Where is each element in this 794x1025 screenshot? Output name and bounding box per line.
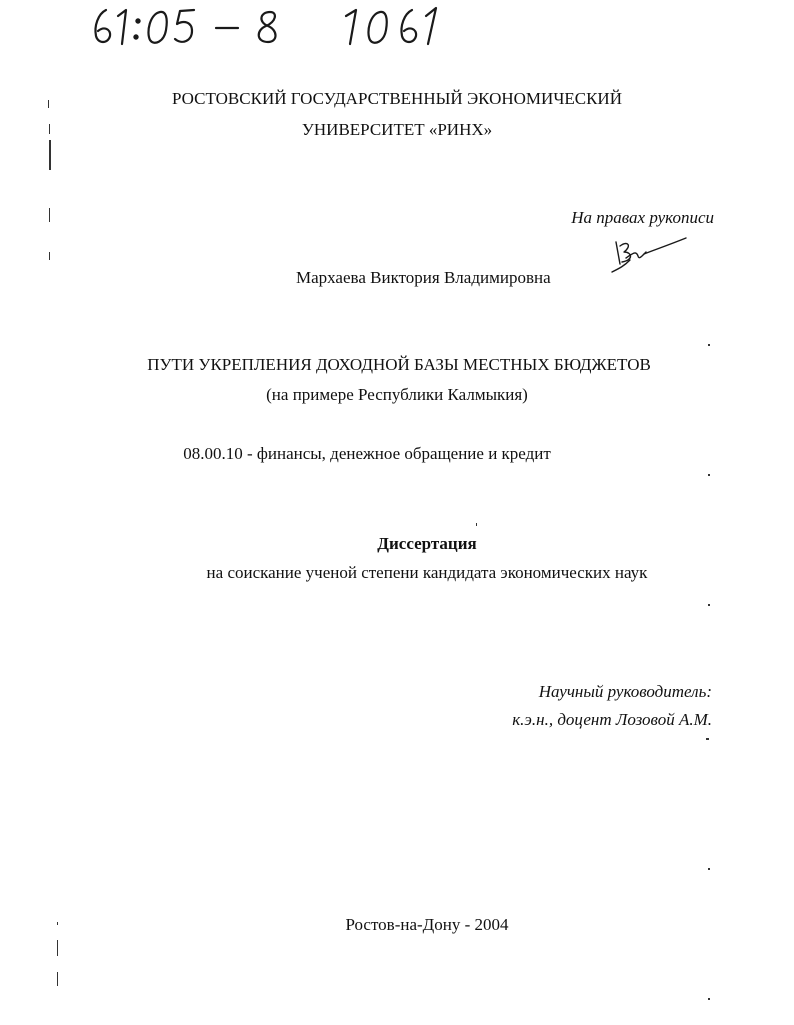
- scan-mark: [706, 738, 709, 740]
- manuscript-rights-note: На правах рукописи: [571, 208, 714, 227]
- author-name: Мархаева Виктория Владимировна: [296, 268, 551, 287]
- work-type-label: Диссертация: [377, 534, 477, 553]
- scan-mark: [476, 523, 477, 526]
- institution-line-2: УНИВЕРСИТЕТ «РИНХ»: [301, 120, 493, 139]
- scan-mark: [57, 972, 58, 986]
- scan-mark: [708, 474, 710, 476]
- author-signature: [606, 232, 696, 276]
- scan-mark: [708, 998, 710, 1000]
- scan-mark: [708, 868, 710, 870]
- scan-mark: [49, 140, 51, 170]
- supervisor-label: Научный руководитель:: [538, 682, 712, 701]
- scan-mark: [49, 124, 50, 134]
- scan-mark: [708, 604, 710, 606]
- scan-mark: [708, 344, 710, 346]
- city-year: Ростов-на-Дону - 2004: [345, 915, 509, 934]
- institution-line-1: РОСТОВСКИЙ ГОСУДАРСТВЕННЫЙ ЭКОНОМИЧЕСКИЙ: [172, 89, 622, 108]
- handwritten-catalog-number: [88, 4, 458, 48]
- scan-mark: [48, 100, 49, 108]
- scan-mark: [49, 252, 50, 260]
- catalog-number-handwriting: [88, 4, 458, 48]
- scan-mark: [57, 922, 58, 925]
- specialty-code: 08.00.10 - финансы, денежное обращение и кредит: [183, 444, 551, 463]
- dissertation-title: ПУТИ УКРЕПЛЕНИЯ ДОХОДНОЙ БАЗЫ МЕСТНЫХ БЮДЖЕТОВ: [147, 355, 651, 374]
- scan-mark: [57, 940, 58, 956]
- scan-mark: [49, 208, 50, 222]
- work-type-purpose: на соискание ученой степени кандидата экономических наук: [206, 563, 648, 582]
- dissertation-subtitle: (на примере Республики Калмыкия): [266, 385, 528, 404]
- supervisor-name: к.э.н., доцент Лозовой А.М.: [512, 710, 712, 729]
